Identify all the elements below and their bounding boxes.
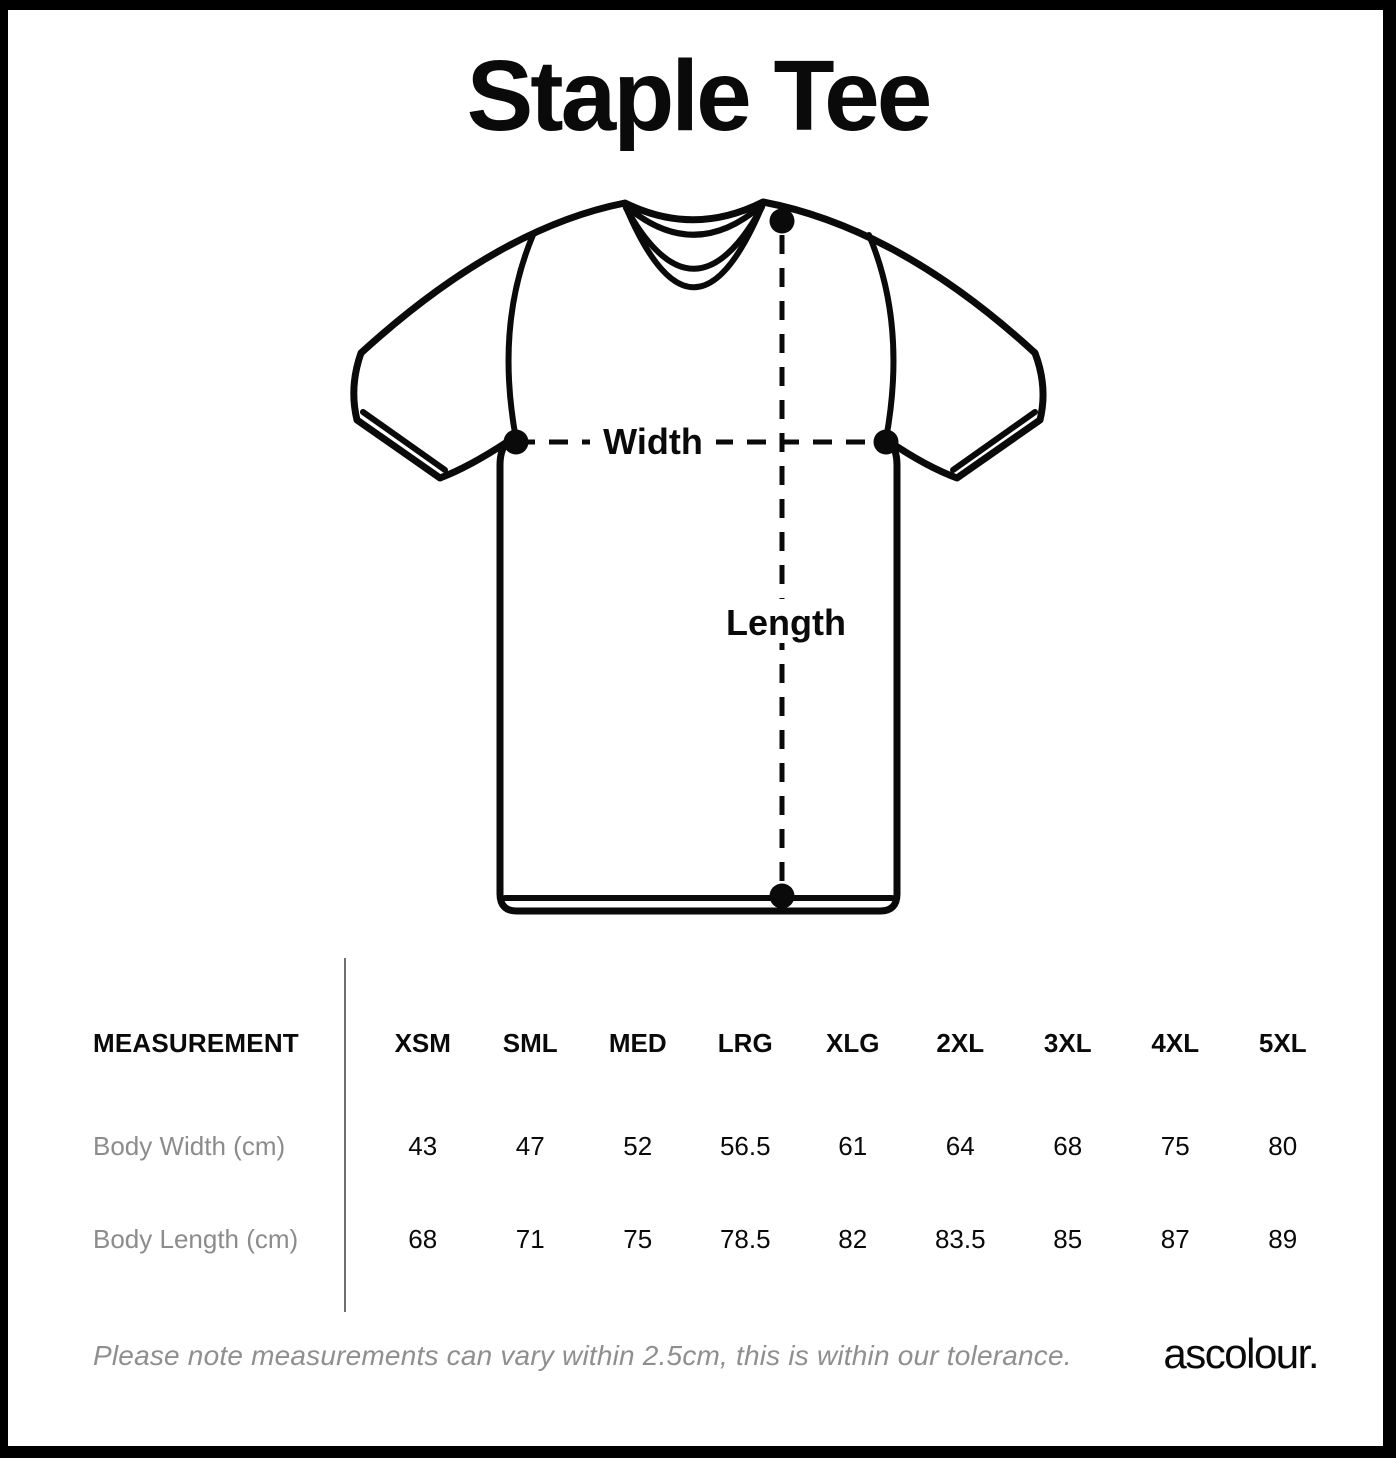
size-header-sml: SML	[502, 1027, 558, 1058]
page-title: Staple Tee	[466, 40, 930, 152]
body-length-5xl: 89	[1268, 1223, 1298, 1254]
body-length-xlg: 82	[838, 1223, 868, 1254]
body-width-xsm: 43	[408, 1130, 438, 1161]
body-width-xlg: 61	[838, 1130, 868, 1161]
right-armpit-dot	[874, 430, 899, 455]
size-header-xsm: XSM	[394, 1027, 451, 1058]
size-header-5xl: 5XL	[1258, 1027, 1307, 1058]
size-header-xlg: XLG	[826, 1027, 880, 1058]
body-width-sml: 47	[515, 1130, 545, 1161]
size-header-lrg: LRG	[717, 1027, 773, 1058]
left-armpit-dot	[504, 430, 529, 455]
tshirt-diagram	[349, 195, 1049, 925]
row-label-body-width: Body Width (cm)	[93, 1130, 286, 1161]
tshirt-outline	[354, 202, 1043, 911]
length-measure-label: Length	[726, 602, 846, 643]
body-length-med: 75	[623, 1223, 653, 1254]
table-row-body-length	[93, 1223, 1337, 1255]
body-width-5xl: 80	[1268, 1130, 1298, 1161]
body-length-2xl: 83.5	[934, 1223, 986, 1254]
hem-point-dot	[770, 884, 795, 909]
body-length-4xl: 87	[1160, 1223, 1190, 1254]
body-width-4xl: 75	[1160, 1130, 1190, 1161]
shoulder-point-dot	[770, 209, 795, 234]
body-length-lrg: 78.5	[719, 1223, 771, 1254]
size-header-4xl: 4XL	[1151, 1027, 1200, 1058]
tolerance-note: Please note measurements can vary within 2.5cm, this is within our tolerance.	[93, 1340, 1072, 1371]
body-width-med: 52	[623, 1130, 653, 1161]
size-header-2xl: 2XL	[936, 1027, 985, 1058]
size-header-3xl: 3XL	[1043, 1027, 1092, 1058]
measurement-column-header: MEASUREMENT	[93, 1027, 299, 1058]
table-row-body-width	[93, 1130, 1337, 1162]
brand-logo: ascolour.	[1163, 1330, 1318, 1377]
body-width-lrg: 56.5	[719, 1130, 771, 1161]
body-length-3xl: 85	[1053, 1223, 1083, 1254]
body-length-sml: 71	[515, 1223, 545, 1254]
body-width-2xl: 64	[945, 1130, 975, 1161]
row-label-body-length: Body Length (cm)	[93, 1223, 299, 1254]
width-measure-label: Width	[603, 421, 703, 462]
body-length-xsm: 68	[408, 1223, 438, 1254]
body-width-3xl: 68	[1053, 1130, 1083, 1161]
table-header-row	[93, 1027, 1337, 1059]
size-header-med: MED	[608, 1027, 667, 1058]
